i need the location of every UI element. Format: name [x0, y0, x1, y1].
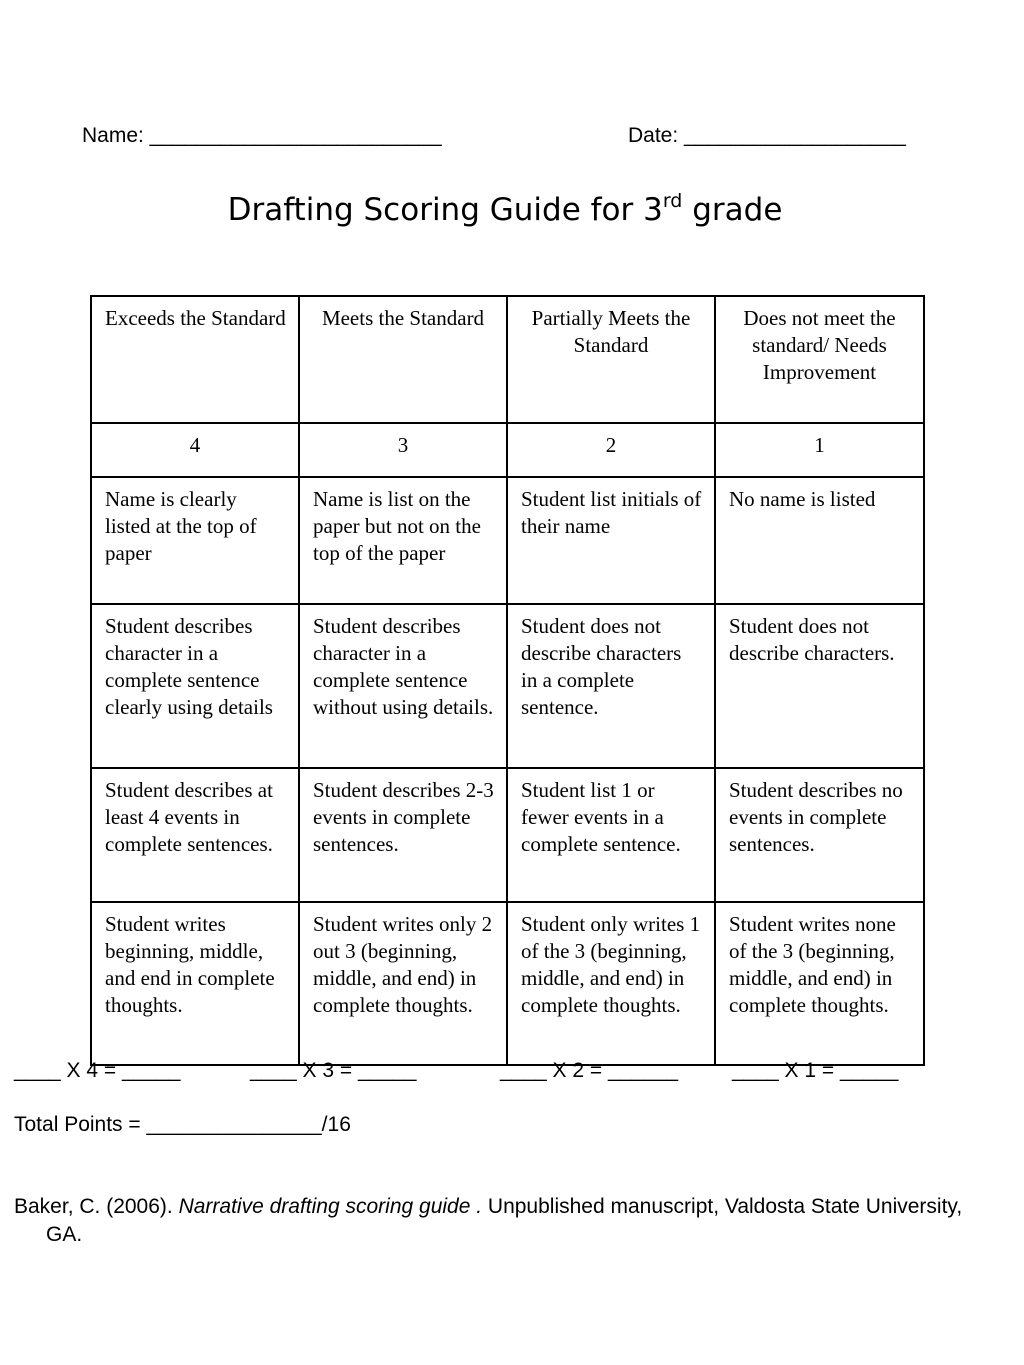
score-cell: 3: [299, 423, 507, 477]
rubric-row-name: [91, 477, 924, 604]
score-cell: 4: [91, 423, 299, 477]
rubric-cell: Student writes none of the 3 (beginning, middle, and end) in complete thoughts.: [715, 902, 924, 1065]
rubric-cell: Student describes at least 4 events in complete sentences.: [91, 768, 299, 902]
tally-x2-field[interactable]: ____ X 2 = ______: [500, 1059, 679, 1082]
title-main: Drafting Scoring Guide for 3: [227, 192, 663, 228]
rubric-row-structure: [91, 902, 924, 1065]
tally-x1-field[interactable]: ____ X 1 = _____: [732, 1059, 899, 1082]
rubric-row-character: [91, 604, 924, 768]
page-title: [0, 192, 1010, 228]
rubric-cell: Name is list on the paper but not on the top of the paper: [299, 477, 507, 604]
rubric-cell: No name is listed: [715, 477, 924, 604]
tally-x3-field[interactable]: ____ X 3 = _____: [250, 1059, 417, 1082]
rubric-cell: Student describes character in a complete sentence without using details.: [299, 604, 507, 768]
tally-x4-field[interactable]: ____ X 4 = _____: [14, 1059, 181, 1082]
header-cell-meets: Meets the Standard: [299, 296, 507, 423]
name-field[interactable]: Name: _________________________: [82, 124, 442, 147]
score-cell: 1: [715, 423, 924, 477]
title-superscript: rd: [662, 190, 683, 212]
rubric-cell: Student does not describe characters in a complete sentence.: [507, 604, 715, 768]
citation: [14, 1193, 974, 1249]
date-field[interactable]: Date: ___________________: [628, 124, 906, 147]
rubric-row-events: [91, 768, 924, 902]
citation-title: Narrative drafting scoring guide .: [178, 1195, 483, 1218]
header-cell-exceeds: Exceeds the Standard: [91, 296, 299, 423]
rubric-cell: Student list 1 or fewer events in a complete sentence.: [507, 768, 715, 902]
rubric-cell: Student does not describe characters.: [715, 604, 924, 768]
rubric-header-row: [91, 296, 924, 423]
header-cell-does-not-meet: Does not meet the standard/ Needs Improvement: [715, 296, 924, 423]
rubric-cell: Student describes 2-3 events in complete sentences.: [299, 768, 507, 902]
rubric-cell: Student describes character in a complete sentence clearly using details: [91, 604, 299, 768]
rubric-cell: Student describes no events in complete sentences.: [715, 768, 924, 902]
rubric-cell: Student writes beginning, middle, and end in complete thoughts.: [91, 902, 299, 1065]
rubric-table: [90, 295, 925, 1066]
rubric-cell: Student only writes 1 of the 3 (beginning, middle, and end) in complete thoughts.: [507, 902, 715, 1065]
header-cell-partially: Partially Meets the Standard: [507, 296, 715, 423]
score-cell: 2: [507, 423, 715, 477]
rubric-cell: Student list initials of their name: [507, 477, 715, 604]
rubric-cell: Name is clearly listed at the top of paper: [91, 477, 299, 604]
tally-row: [14, 1059, 1014, 1085]
rubric-score-row: [91, 423, 924, 477]
citation-prefix: Baker, C. (2006).: [14, 1195, 179, 1218]
total-points-field[interactable]: Total Points = _______________/16: [14, 1113, 351, 1136]
citation-suffix: Unpublished manuscript, Valdosta State University, GA.: [46, 1195, 963, 1246]
title-suffix: grade: [682, 192, 783, 228]
rubric-cell: Student writes only 2 out 3 (beginning, middle, and end) in complete thoughts.: [299, 902, 507, 1065]
